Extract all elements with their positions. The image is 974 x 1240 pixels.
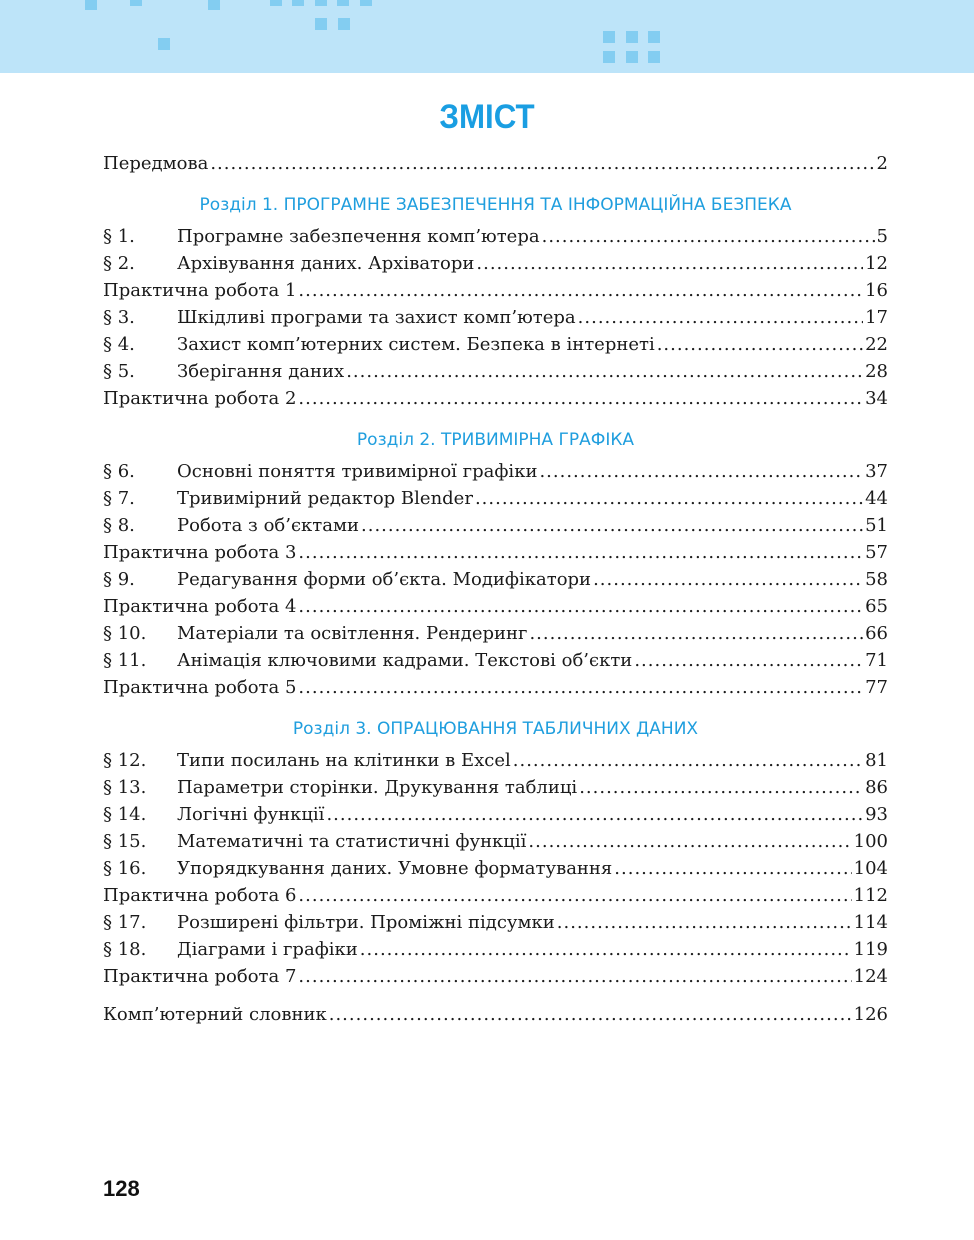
toc-entry-number: § 15. — [103, 831, 147, 852]
toc-entry-label: Практична робота 6 — [103, 885, 297, 906]
toc-entry-page: 66 — [865, 623, 888, 644]
toc-entry-page: 17 — [865, 307, 888, 328]
decor-square — [292, 0, 304, 6]
toc-entry-page: 114 — [853, 912, 888, 933]
toc-entry-label: Анімація ключовими кадрами. Текстові об’єкти — [177, 650, 633, 671]
decor-square — [648, 31, 660, 43]
toc-entry[interactable] — [103, 855, 888, 882]
toc-entry-label: Практична робота 3 — [103, 542, 297, 563]
toc-entry[interactable] — [103, 304, 888, 331]
toc-entry-label: Упорядкування даних. Умовне форматування — [177, 858, 613, 879]
decor-square — [337, 0, 349, 6]
toc-entry-label: Комп’ютерний словник — [103, 1004, 327, 1025]
toc-entry[interactable] — [103, 512, 888, 539]
toc-entry[interactable] — [103, 963, 888, 990]
toc-entry-page: 86 — [865, 777, 888, 798]
toc-entry[interactable] — [103, 458, 888, 485]
toc-entry[interactable] — [103, 566, 888, 593]
decor-square — [626, 51, 638, 63]
toc-entry-page: 112 — [853, 885, 888, 906]
toc-entry-page: 124 — [853, 966, 888, 987]
toc-entry[interactable] — [103, 385, 888, 412]
dot-leader — [298, 277, 863, 304]
toc-entry-page: 44 — [865, 488, 888, 509]
toc-entry[interactable] — [103, 620, 888, 647]
toc-entry-number: § 5. — [103, 361, 135, 382]
toc-entry-page: 5 — [876, 226, 888, 247]
toc-entry-number: § 6. — [103, 461, 135, 482]
dot-leader — [298, 882, 851, 909]
toc-entry-glossary[interactable] — [103, 1001, 888, 1028]
toc-entry[interactable] — [103, 936, 888, 963]
dot-leader — [579, 774, 863, 801]
dot-leader — [210, 150, 874, 177]
toc-entry-number: § 12. — [103, 750, 147, 771]
toc-entry-page: 57 — [865, 542, 888, 563]
dot-leader — [578, 304, 863, 331]
dot-leader — [298, 674, 863, 701]
decor-square — [648, 51, 660, 63]
toc-entry-page: 16 — [865, 280, 888, 301]
toc-entry-page: 126 — [853, 1004, 888, 1025]
toc-entry-label: Практична робота 7 — [103, 966, 297, 987]
dot-leader — [476, 250, 863, 277]
toc-entry-number: § 13. — [103, 777, 147, 798]
toc-entry[interactable] — [103, 647, 888, 674]
dot-leader — [539, 458, 863, 485]
dot-leader — [298, 963, 851, 990]
toc-entry-label: Параметри сторінки. Друкування таблиці — [177, 777, 578, 798]
toc-entry-label: Робота з об’єктами — [177, 515, 359, 536]
toc-entry-label: Практична робота 4 — [103, 596, 297, 617]
toc-entry-page: 81 — [865, 750, 888, 771]
toc-entry-page: 93 — [865, 804, 888, 825]
decor-square — [158, 38, 170, 50]
toc-entry-page: 2 — [876, 153, 888, 174]
decor-square — [315, 18, 327, 30]
toc-entry-page: 77 — [865, 677, 888, 698]
header-banner — [0, 0, 974, 73]
toc-entry-label: Зберігання даних — [177, 361, 345, 382]
dot-leader — [529, 620, 863, 647]
toc-entry[interactable] — [103, 882, 888, 909]
toc-entry-page: 22 — [865, 334, 888, 355]
dot-leader — [528, 828, 851, 855]
toc-entry[interactable] — [103, 747, 888, 774]
decor-square — [270, 0, 282, 6]
toc-entry[interactable] — [103, 250, 888, 277]
decor-square — [626, 31, 638, 43]
toc-entry-label: Практична робота 1 — [103, 280, 297, 301]
decor-square — [338, 18, 350, 30]
dot-leader — [614, 855, 851, 882]
toc-entry-label: Практична робота 2 — [103, 388, 297, 409]
toc-entry-page: 34 — [865, 388, 888, 409]
toc-entry-number: § 2. — [103, 253, 135, 274]
toc-entry-page: 12 — [865, 253, 888, 274]
dot-leader — [329, 1001, 852, 1028]
dot-leader — [634, 647, 863, 674]
toc-entry[interactable] — [103, 801, 888, 828]
toc-entry-label: Тривимірний редактор Blender — [177, 488, 473, 509]
page-title: ЗМІСТ — [439, 98, 535, 136]
dot-leader — [346, 358, 863, 385]
section-heading[interactable]: Розділ 3. ОПРАЦЮВАННЯ ТАБЛИЧНИХ ДАНИХ — [292, 719, 699, 739]
dot-leader — [513, 747, 863, 774]
toc-entry[interactable] — [103, 331, 888, 358]
section-heading[interactable]: Розділ 2. ТРИВИМІРНА ГРАФІКА — [356, 430, 635, 450]
toc-entry[interactable] — [103, 223, 888, 250]
dot-leader — [542, 223, 875, 250]
toc-entry[interactable] — [103, 358, 888, 385]
toc-entry-label: Редагування форми об’єкта. Модифікатори — [177, 569, 592, 590]
toc-entry-label: Основні поняття тривимірної графіки — [177, 461, 538, 482]
toc-entry-label: Шкідливі програми та захист комп’ютера — [177, 307, 576, 328]
toc-entry[interactable] — [103, 485, 888, 512]
toc-entry-label: Архівування даних. Архіватори — [177, 253, 475, 274]
toc-entry[interactable] — [103, 828, 888, 855]
toc-entry-label: Математичні та статистичні функції — [177, 831, 527, 852]
toc-entry-page: 119 — [853, 939, 888, 960]
toc-entry-page: 65 — [865, 596, 888, 617]
toc-entry-number: § 3. — [103, 307, 135, 328]
toc-entry-page: 104 — [853, 858, 888, 879]
toc-entry-label: Практична робота 5 — [103, 677, 297, 698]
toc-entry-number: § 11. — [103, 650, 147, 671]
decor-square — [603, 31, 615, 43]
dot-leader — [326, 801, 863, 828]
toc-entry-page: 28 — [865, 361, 888, 382]
page-number: 128 — [103, 1176, 140, 1201]
toc-entry-number: § 4. — [103, 334, 135, 355]
decor-square — [603, 51, 615, 63]
toc-entry-number: § 1. — [103, 226, 135, 247]
toc-entry[interactable] — [103, 593, 888, 620]
toc-entry-number: § 14. — [103, 804, 147, 825]
toc-entry-number: § 8. — [103, 515, 135, 536]
toc-entry[interactable] — [103, 539, 888, 566]
toc-entry-label: Логічні функції — [177, 804, 325, 825]
decor-square — [130, 0, 142, 6]
toc-entry-number: § 10. — [103, 623, 147, 644]
table-of-contents — [103, 150, 888, 1028]
toc-entry[interactable] — [103, 909, 888, 936]
toc-entry-label: Захист комп’ютерних систем. Безпека в інтернеті — [177, 334, 655, 355]
toc-entry[interactable] — [103, 277, 888, 304]
toc-entry-label: Типи посилань на клітинки в Excel — [177, 750, 511, 771]
toc-entry-page: 71 — [865, 650, 888, 671]
decor-square — [85, 0, 97, 10]
toc-entry-number: § 9. — [103, 569, 135, 590]
toc-entry-page: 58 — [865, 569, 888, 590]
toc-entry-label: Діаграми і графіки — [177, 939, 358, 960]
spacer — [103, 990, 888, 1001]
decor-square — [208, 0, 220, 10]
section-heading[interactable]: Розділ 1. ПРОГРАМНЕ ЗАБЕЗПЕЧЕННЯ ТА ІНФОРМАЦІЙНА БЕЗПЕКА — [199, 195, 792, 215]
toc-entry-page: 100 — [853, 831, 888, 852]
toc-entry-page: 37 — [865, 461, 888, 482]
toc-entry-number: § 18. — [103, 939, 147, 960]
toc-entry-page: 51 — [865, 515, 888, 536]
toc-entry-number: § 7. — [103, 488, 135, 509]
toc-entry-label: Передмова — [103, 153, 209, 174]
dot-leader — [361, 512, 863, 539]
toc-entry[interactable] — [103, 674, 888, 701]
dot-leader — [360, 936, 852, 963]
toc-entry[interactable] — [103, 774, 888, 801]
toc-entry-number: § 16. — [103, 858, 147, 879]
dot-leader — [593, 566, 863, 593]
toc-entry-label: Програмне забезпечення комп’ютера — [177, 226, 540, 247]
dot-leader — [298, 593, 863, 620]
dot-leader — [475, 485, 863, 512]
decor-square — [360, 0, 372, 6]
dot-leader — [657, 331, 863, 358]
dot-leader — [298, 385, 863, 412]
toc-entry-label: Матеріали та освітлення. Рендеринг — [177, 623, 528, 644]
dot-leader — [557, 909, 852, 936]
toc-entry-number: § 17. — [103, 912, 147, 933]
decor-square — [315, 0, 327, 6]
toc-entry-label: Розширені фільтри. Проміжні підсумки — [177, 912, 555, 933]
dot-leader — [298, 539, 863, 566]
toc-entry-preface[interactable] — [103, 150, 888, 177]
